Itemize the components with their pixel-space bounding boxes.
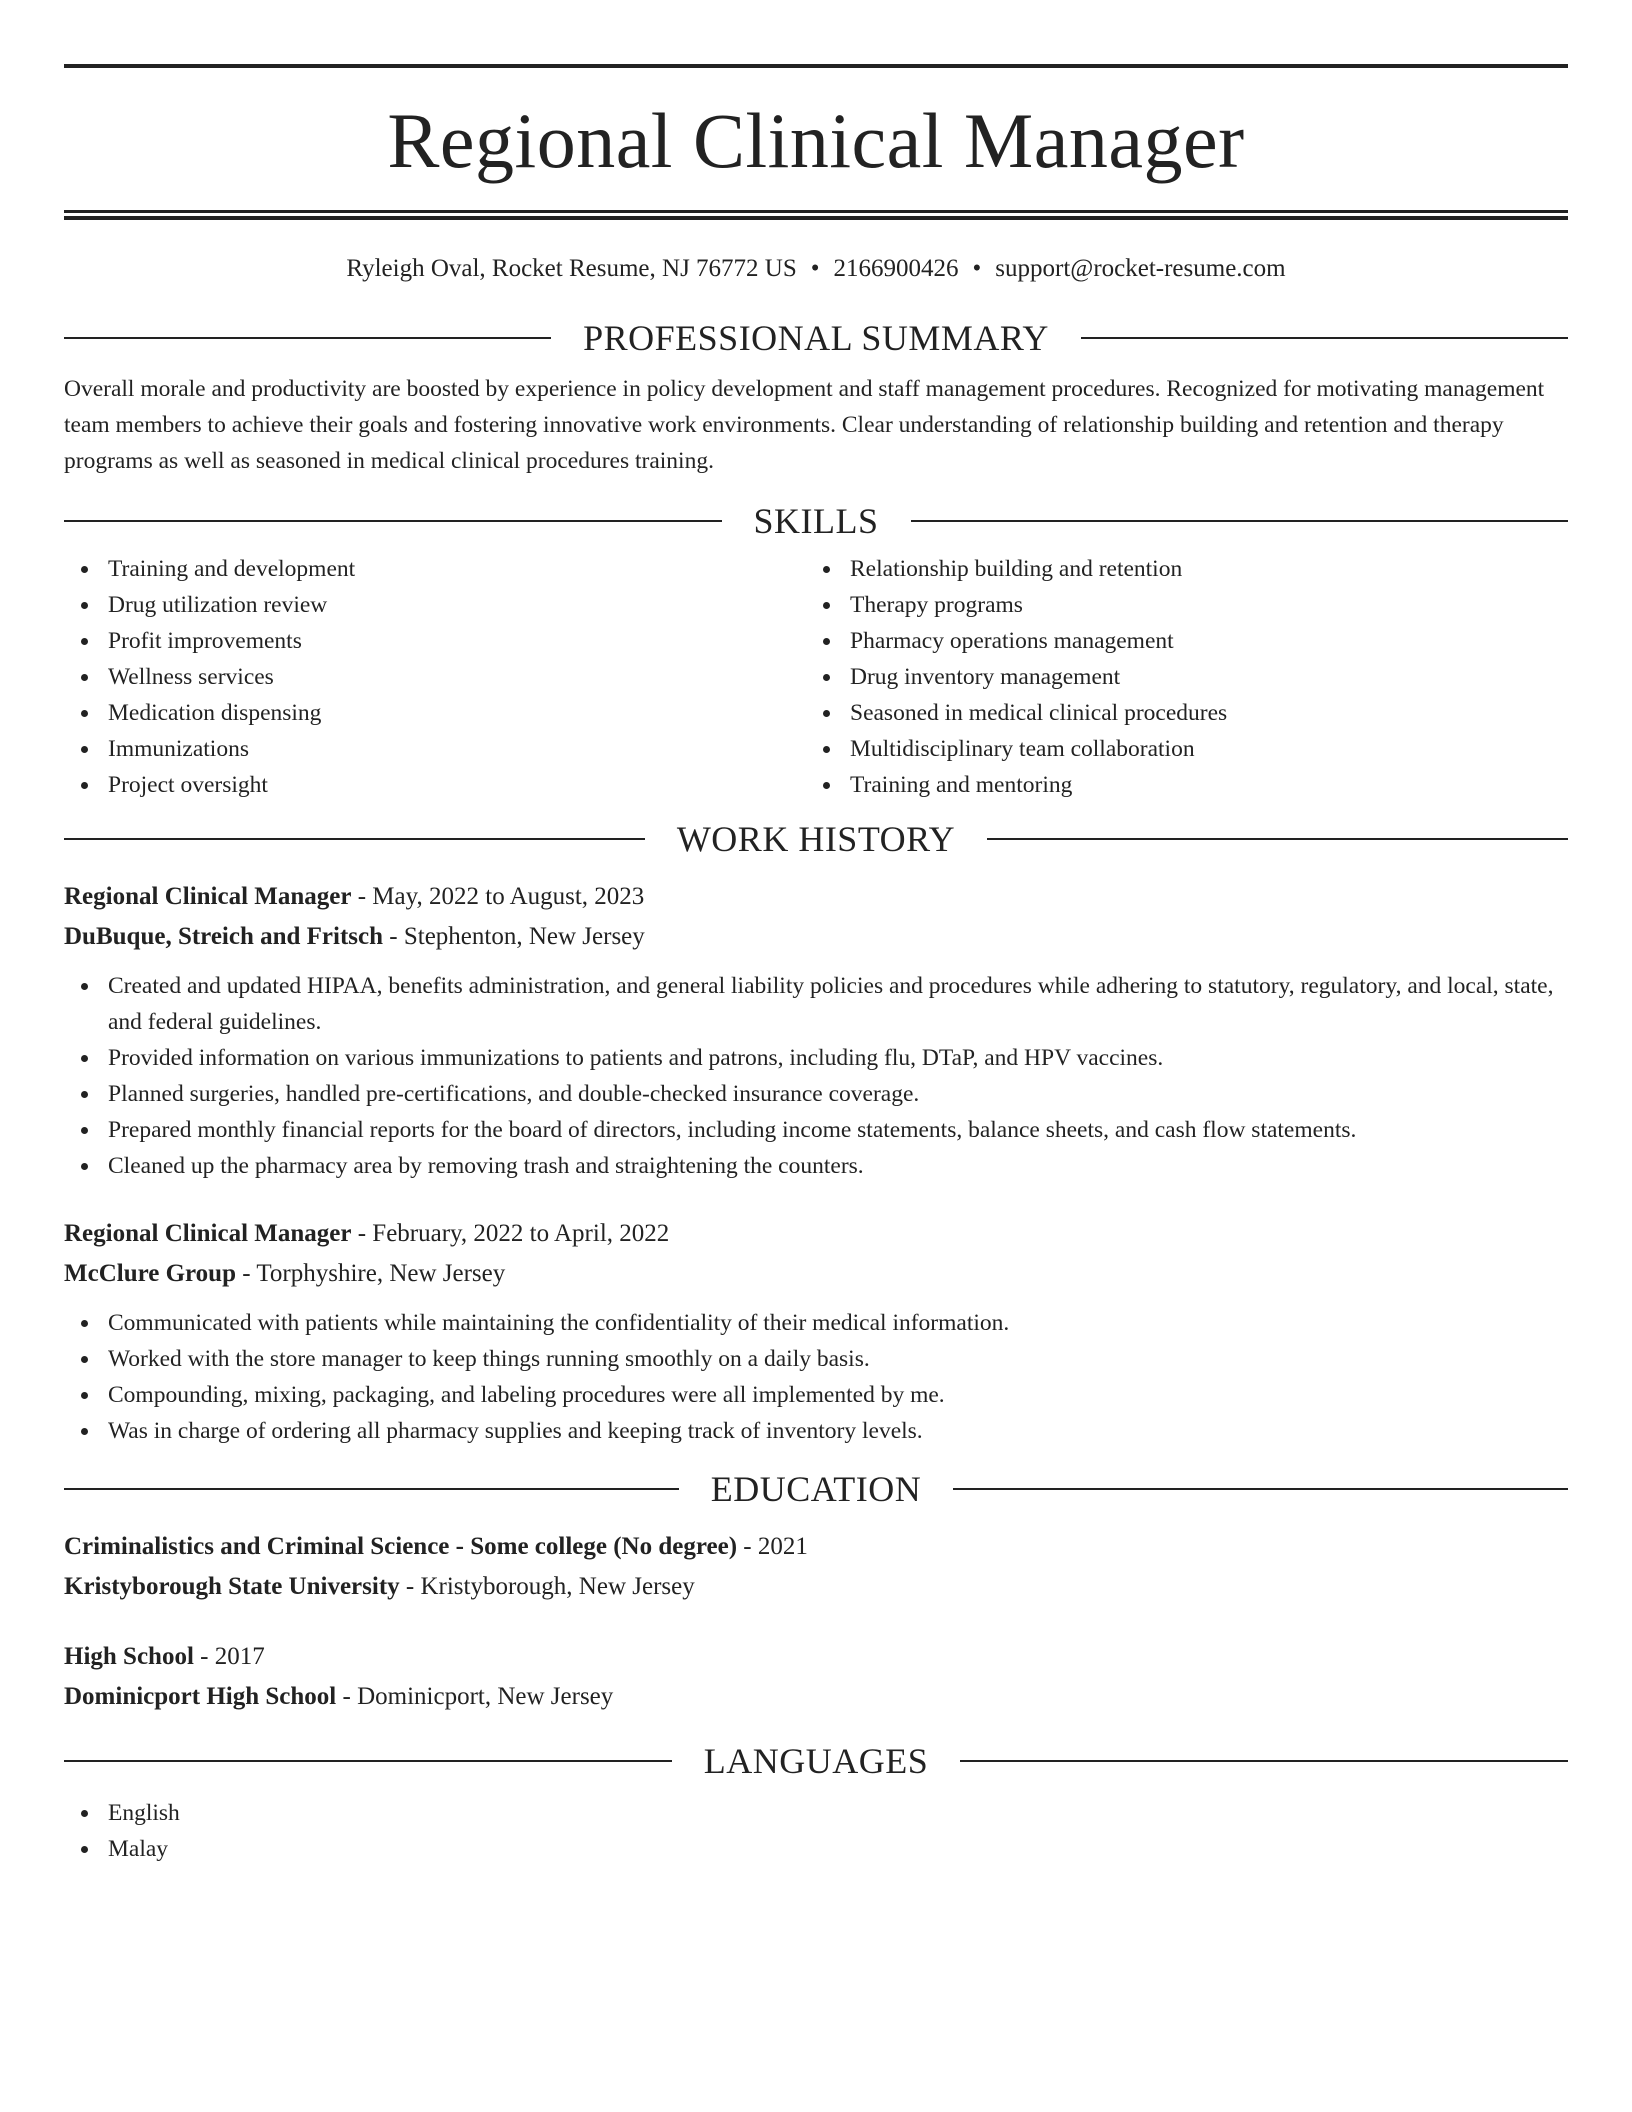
job-title: Regional Clinical Manager	[64, 1220, 352, 1247]
divider-line	[64, 337, 551, 339]
skills-list-left	[64, 551, 806, 803]
job-title-line	[64, 1214, 1568, 1254]
summary-text: Overall morale and productivity are boosted by experience in policy development and staff management procedures. Recognized for motivating management team members to achieve their goals and fostering innovative work environments. Clear understanding of relationship building and retention and therapy programs as well as seasoned in medical clinical procedures training.	[64, 376, 1545, 474]
skill-item: Wellness services	[64, 659, 806, 695]
education-location: - Kristyborough, New Jersey	[399, 1573, 695, 1600]
skill-item: Project oversight	[64, 767, 806, 803]
education-year: - 2021	[737, 1533, 808, 1560]
job-location: - Stephenton, New Jersey	[383, 923, 645, 950]
section-title: SKILLS	[753, 501, 879, 541]
job-entry	[64, 1214, 1568, 1449]
skill-item: Immunizations	[64, 731, 806, 767]
divider-line	[987, 838, 1568, 840]
language-item: Malay	[64, 1831, 1568, 1867]
education-year: - 2017	[193, 1643, 265, 1670]
divider-line	[953, 1488, 1568, 1490]
education-entry	[64, 1637, 1568, 1717]
education-degree-line	[64, 1637, 1568, 1677]
languages-list	[64, 1795, 1568, 1867]
top-rule	[64, 64, 1568, 68]
education-degree-line	[64, 1527, 1568, 1567]
divider-line	[911, 520, 1569, 522]
contact-phone: 2166900426	[833, 255, 959, 282]
contact-line	[64, 254, 1568, 284]
section-header-languages	[64, 1741, 1568, 1781]
section-title: EDUCATION	[710, 1469, 922, 1509]
job-company-line	[64, 1254, 1568, 1294]
education-degree: Criminalistics and Criminal Science - Some college (No degree)	[64, 1533, 738, 1560]
job-bullet: Compounding, mixing, packaging, and labeling procedures were all implemented by me.	[64, 1377, 1568, 1413]
skill-item: Seasoned in medical clinical procedures	[806, 695, 1548, 731]
section-title: WORK HISTORY	[676, 819, 956, 859]
skill-item: Relationship building and retention	[806, 551, 1548, 587]
job-bullet: Was in charge of ordering all pharmacy supplies and keeping track of inventory levels.	[64, 1413, 1568, 1449]
double-rule	[64, 210, 1568, 220]
job-bullet: Worked with the store manager to keep things running smoothly on a daily basis.	[64, 1341, 1568, 1377]
job-company: DuBuque, Streich and Fritsch	[64, 923, 384, 950]
skill-item: Medication dispensing	[64, 695, 806, 731]
education-school-line	[64, 1567, 1568, 1607]
skill-item: Drug inventory management	[806, 659, 1548, 695]
job-bullet: Planned surgeries, handled pre-certifications, and double-checked insurance coverage.	[64, 1076, 1568, 1112]
skills-list-right	[806, 551, 1548, 803]
education-entry	[64, 1527, 1568, 1607]
contact-address: Ryleigh Oval, Rocket Resume, NJ 76772 US	[346, 255, 797, 282]
contact-separator: •	[810, 255, 820, 282]
resume-page	[64, 64, 1568, 1867]
education-degree: High School	[64, 1643, 194, 1670]
skills-columns	[64, 551, 1568, 803]
job-title: Regional Clinical Manager	[64, 883, 352, 910]
job-bullets	[64, 1305, 1568, 1449]
section-header-skills	[64, 501, 1568, 541]
contact-separator: •	[972, 255, 982, 282]
job-bullets	[64, 968, 1568, 1184]
contact-email: support@rocket-resume.com	[995, 255, 1286, 282]
education-school: Dominicport High School	[64, 1683, 337, 1710]
divider-line	[64, 1760, 672, 1762]
education-school: Kristyborough State University	[64, 1573, 400, 1600]
job-location: - Torphyshire, New Jersey	[236, 1260, 506, 1287]
education-school-line	[64, 1677, 1568, 1717]
divider-line	[1081, 337, 1568, 339]
job-entry	[64, 877, 1568, 1184]
job-dates: - May, 2022 to August, 2023	[351, 883, 645, 910]
section-header-work	[64, 819, 1568, 859]
resume-title: Regional Clinical Manager	[387, 97, 1245, 184]
divider-line	[64, 520, 722, 522]
skill-item: Therapy programs	[806, 587, 1548, 623]
skill-item: Drug utilization review	[64, 587, 806, 623]
job-dates: - February, 2022 to April, 2022	[351, 1220, 670, 1247]
job-company: McClure Group	[64, 1260, 236, 1287]
job-bullet: Cleaned up the pharmacy area by removing trash and straightening the counters.	[64, 1148, 1568, 1184]
job-title-line	[64, 877, 1568, 917]
language-item: English	[64, 1795, 1568, 1831]
divider-line	[64, 1488, 679, 1490]
job-bullet: Prepared monthly financial reports for the board of directors, including income statements, balance sheets, and cash flow statements.	[64, 1112, 1568, 1148]
skill-item: Training and development	[64, 551, 806, 587]
job-company-line	[64, 917, 1568, 957]
job-bullet: Communicated with patients while maintaining the confidentiality of their medical information.	[64, 1305, 1568, 1341]
skill-item: Pharmacy operations management	[806, 623, 1548, 659]
divider-line	[64, 838, 645, 840]
section-title: LANGUAGES	[703, 1741, 929, 1781]
skill-item: Profit improvements	[64, 623, 806, 659]
skill-item: Training and mentoring	[806, 767, 1548, 803]
education-location: - Dominicport, New Jersey	[336, 1683, 614, 1710]
job-bullet: Created and updated HIPAA, benefits administration, and general liability policies and procedures while adhering to statutory, regulatory, and local, state, and federal guidelines.	[64, 968, 1568, 1040]
section-title: PROFESSIONAL SUMMARY	[583, 318, 1049, 358]
divider-line	[960, 1760, 1568, 1762]
section-header-education	[64, 1469, 1568, 1509]
section-header-summary	[64, 318, 1568, 358]
job-bullet: Provided information on various immunizations to patients and patrons, including flu, DTaP, and HPV vaccines.	[64, 1040, 1568, 1076]
skill-item: Multidisciplinary team collaboration	[806, 731, 1548, 767]
